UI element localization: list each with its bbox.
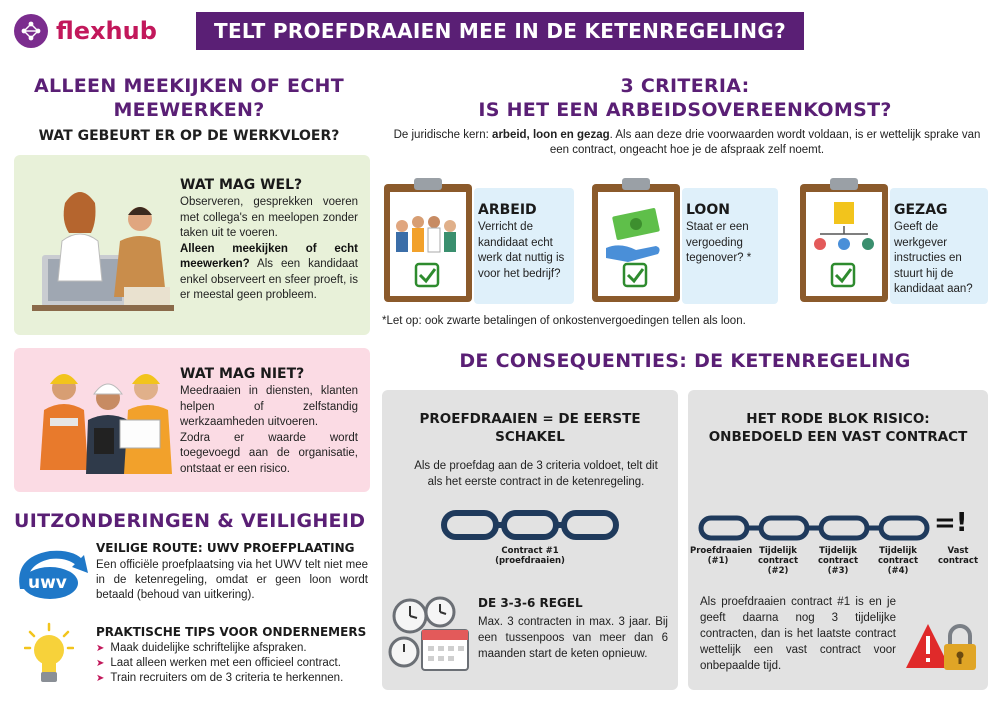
wel-text bbox=[180, 195, 358, 304]
chain-label-line: (#1) bbox=[707, 556, 729, 566]
chain-label-line: (#4) bbox=[887, 566, 909, 576]
wel-title: WAT MAG WEL? bbox=[180, 177, 303, 193]
criterion-title: ARBEID bbox=[478, 202, 537, 218]
chain-label-line: Proefdraaien bbox=[690, 546, 753, 556]
rode-blok-panel bbox=[688, 390, 988, 690]
list-item bbox=[96, 671, 376, 686]
chain-label-line: (proefdraaien) bbox=[495, 556, 565, 566]
chain-label-line: (#2) bbox=[767, 566, 789, 576]
intro-prefix: De juridische kern: bbox=[393, 129, 493, 141]
section-title-criteria bbox=[380, 74, 990, 122]
eerste-schakel-panel bbox=[382, 390, 678, 690]
arrow-bullet-icon: ➤ bbox=[96, 673, 105, 684]
chain-label bbox=[690, 546, 753, 566]
panel-title bbox=[688, 410, 988, 446]
logo-text: flexhub bbox=[56, 17, 157, 45]
chain-label-line: Tijdelijk bbox=[879, 546, 917, 556]
chain-label bbox=[874, 546, 922, 576]
title-line: PROEFDRAAIEN = DE EERSTE bbox=[419, 411, 641, 427]
title-line: MEEWERKEN? bbox=[113, 99, 265, 121]
title-line: HET RODE BLOK RISICO: bbox=[746, 411, 930, 427]
chain-icon bbox=[698, 514, 934, 542]
arrow-bullet-icon: ➤ bbox=[96, 643, 105, 654]
chain-icon bbox=[440, 508, 620, 542]
section-title-consequenties: DE CONSEQUENTIES: DE KETENREGELING bbox=[459, 350, 911, 372]
niet-text bbox=[180, 384, 358, 477]
niet-title: WAT MAG NIET? bbox=[180, 366, 305, 382]
clocks-calendar-icon bbox=[388, 594, 472, 674]
chain-label bbox=[754, 546, 802, 576]
loon-footnote: *Let op: ook zwarte betalingen of onkostenvergoedingen tellen als loon. bbox=[382, 315, 746, 327]
clipboard-loon-icon bbox=[590, 176, 682, 304]
intro-bold: arbeid, loon en gezag bbox=[492, 129, 610, 141]
rule-title: DE 3-3-6 REGEL bbox=[478, 596, 583, 610]
chain-label-line: Tijdelijk bbox=[819, 546, 857, 556]
wel-text-1: Observeren, gesprekken voeren met collega's en meelopen zonder taken uit te voeren. bbox=[180, 196, 358, 239]
list-item bbox=[96, 641, 376, 656]
tip-text: Maak duidelijke schriftelijke afspraken. bbox=[110, 642, 307, 654]
arrow-bullet-icon: ➤ bbox=[96, 658, 105, 669]
intro-rest: . Als aan deze drie voorwaarden wordt voldaan, is er wettelijk sprake van een contract, ongeacht hoe je de afspraak zelf noemt. bbox=[549, 129, 981, 156]
section-subtitle: WAT GEBEURT ER OP DE WERKVLOER? bbox=[38, 128, 340, 144]
chain-label-line: Tijdelijk bbox=[759, 546, 797, 556]
veilig-title: VEILIGE ROUTE: UWV PROEFPLAATING bbox=[96, 541, 355, 555]
chain-label-line: contract bbox=[877, 556, 919, 566]
panel-title bbox=[382, 410, 678, 446]
page-title: TELT PROEFDRAAIEN MEE IN DE KETENREGELING? bbox=[196, 12, 804, 50]
uwv-logo bbox=[12, 543, 88, 603]
criterion-title: LOON bbox=[686, 202, 730, 218]
criterion-text: Verricht de kandidaat echt werk dat nuttig is voor het bedrijf? bbox=[478, 221, 565, 280]
rule-text: Max. 3 contracten in max. 3 jaar. Bij een tussenpoos van meer dan 6 maanden start de keten opnieuw. bbox=[478, 616, 668, 660]
chain-label-line: (#3) bbox=[827, 566, 849, 576]
network-icon bbox=[14, 14, 48, 48]
wel-panel bbox=[14, 155, 370, 335]
criterion-text: Geeft de werkgever instructies en stuurt hij de kandidaat aan? bbox=[894, 221, 973, 295]
title-line: 3 CRITERIA: bbox=[620, 75, 750, 97]
lightbulb-icon bbox=[24, 622, 74, 686]
clipboard-arbeid-icon bbox=[382, 176, 474, 304]
tip-text: Laat alleen werken met een officieel contract. bbox=[110, 657, 341, 669]
office-workers-illustration bbox=[28, 177, 178, 327]
construction-workers-illustration bbox=[28, 358, 176, 486]
chain-label bbox=[478, 546, 582, 566]
warning-lock-icon bbox=[904, 622, 978, 672]
chain-label-line: contract bbox=[937, 556, 979, 566]
chain-label-line: contract bbox=[817, 556, 859, 566]
wel-text-2: Als een kandidaat enkel observeert en sfeer proeft, is er meestal geen probleem. bbox=[180, 258, 358, 301]
flexhub-logo[interactable] bbox=[14, 14, 164, 48]
chain-label-line: contract bbox=[757, 556, 799, 566]
criterion-title: GEZAG bbox=[894, 202, 948, 218]
title-line: ALLEEN MEEKIJKEN OF ECHT bbox=[33, 75, 345, 97]
clipboard-gezag-icon bbox=[798, 176, 890, 304]
section-title-werkvloer bbox=[14, 74, 364, 122]
niet-text-1: Meedraaien in diensten, klanten helpen of zelfstandig werkzaamheden uitvoeren. bbox=[180, 385, 358, 428]
title-line: ONBEDOELD EEN VAST CONTRACT bbox=[708, 429, 968, 445]
criteria-intro bbox=[392, 128, 982, 158]
chain-label bbox=[814, 546, 862, 576]
wel-text-bold: Alleen meekijken of echt meewerken? bbox=[180, 242, 358, 270]
uwv-logo-text: uwv bbox=[28, 573, 67, 593]
niet-text-2: Zodra er waarde wordt toegevoegd aan de organisatie, ontstaat er een risico. bbox=[180, 431, 358, 475]
rode-blok-text: Als proefdraaien contract #1 is en je geeft daarna nog 3 tijdelijke contracten, dan is het laatste contract wettelijk een vast contract voor onbepaalde tijd. bbox=[700, 596, 896, 672]
niet-panel bbox=[14, 348, 370, 492]
tips-list bbox=[96, 641, 376, 686]
title-line: IS HET EEN ARBEIDSOVEREENKOMST? bbox=[478, 99, 892, 121]
list-item bbox=[96, 656, 376, 671]
tips-title: PRAKTISCHE TIPS VOOR ONDERNEMERS bbox=[96, 625, 367, 639]
equals-exclamation: =! bbox=[934, 508, 968, 538]
chain-label bbox=[934, 546, 982, 566]
tip-text: Train recruiters om de 3 criteria te herkennen. bbox=[110, 672, 344, 684]
chain-label-line: Vast bbox=[947, 546, 969, 556]
eerste-schakel-text: Als de proefdag aan de 3 criteria voldoet, telt dit als het eerste contract in de ketenregeling. bbox=[414, 460, 658, 488]
criterion-text: Staat er een vergoeding tegenover? * bbox=[686, 221, 752, 264]
chain-label-line: Contract #1 bbox=[501, 546, 559, 556]
title-line: SCHAKEL bbox=[495, 429, 565, 445]
section-title-uitzonderingen: UITZONDERINGEN & VEILIGHEID bbox=[14, 510, 366, 532]
veilig-text: Een officiële proefplaatsing via het UWV telt niet mee in de ketenregeling, omdat er geen loon wordt betaald (behoud van uitkering). bbox=[96, 559, 368, 601]
